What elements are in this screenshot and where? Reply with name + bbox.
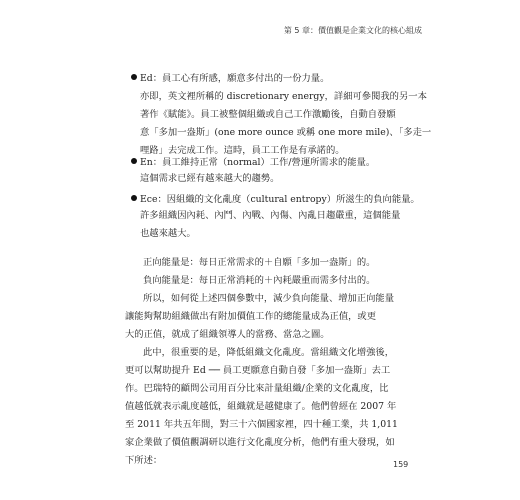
bullet-en-title: En：員工維持正常（normal）工作/營運所需求的能量。: [140, 157, 376, 168]
body-line: 正向能量是：每日正常需求的＋自願「多加一盎斯」的。: [143, 257, 376, 268]
bullet-ed-line: 亦即，英文裡所稱的 discretionary energy，詳細可參閱我的另一本: [140, 91, 427, 102]
body-line: 此中，很重要的是，降低組織文化亂度。當組織文化增強後，: [143, 347, 395, 358]
bullet-ed-line: 著作《賦能》。員工被整個組織或自己工作激勵後，自動自發願: [140, 109, 396, 120]
bullet-ece-line: 許多組織因內耗、內鬥、內戰、內傷、內亂日趨嚴重，這個能量: [140, 210, 401, 221]
bullet-ed: [131, 70, 329, 89]
bullet-dot-icon: [131, 195, 137, 201]
bullet-ece-title: Ece：因組織的文化亂度（cultural entropy）所滋生的負向能量。: [140, 194, 420, 205]
bullet-ed-line: 哩路」去完成工作。這時，員工工作是有承諾的。: [140, 145, 345, 156]
body-line: 家企業做了價值觀調研以進行文化亂度分析，他們有重大發現，如: [125, 437, 395, 448]
body-line: 至 2011 年共五年間，對三十六個國家裡，四十種工業，共 1,011: [125, 419, 398, 430]
bullet-ed-title: Ed：員工心有所感，願意多付出的一份力量。: [140, 73, 330, 84]
bullet-en-line: 這個需求已經有越來越大的趨勢。: [140, 173, 280, 184]
body-line: 讓能夠幫助組織做出有附加價值工作的總能量成為正值，或更: [125, 311, 377, 322]
body-line: 所以，如何從上述四個參數中，減少負向能量、增加正向能量: [143, 293, 395, 304]
body-line: 值越低就表示亂度越低，組織就是越健康了。他們曾經在 2007 年: [125, 401, 397, 412]
running-header: 第 5 章：價值觀是企業文化的核心組成: [283, 26, 422, 35]
bullet-ed-line: 意「多加一盎斯」(one more ounce 或稱 one more mile)、「多走一: [140, 127, 432, 138]
bullet-dot-icon: [131, 158, 137, 164]
bullet-dot-icon: [131, 74, 137, 80]
body-line: 負向能量是：每日正常消耗的＋內耗嚴重而需多付出的。: [143, 275, 376, 286]
body-line: 作。巴瑞特的顧問公司用百分比來計量組織/企業的文化亂度，比: [125, 383, 389, 394]
body-line: 下所述：: [125, 455, 163, 466]
body-line: 大的正值，就成了組織領導人的當務、當急之圖。: [125, 329, 330, 340]
page-number: 159: [393, 460, 409, 469]
body-line: 更可以幫助提升 Ed ── 員工更願意自動自發「多加一盎斯」去工: [125, 365, 391, 376]
bullet-ece-line: 也越來越大。: [140, 228, 196, 239]
